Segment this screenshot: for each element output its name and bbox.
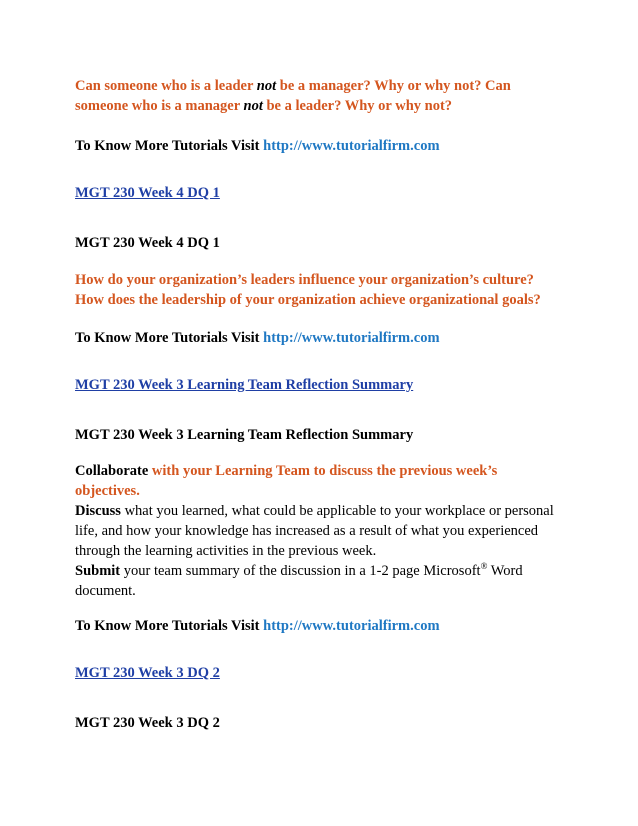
tutorial-url-link[interactable]: http://www.tutorialfirm.com bbox=[263, 138, 440, 154]
collaborate-rest: with your Learning Team to discuss the previous week’s bbox=[148, 463, 498, 479]
visit-label: To Know More Tutorials Visit bbox=[75, 330, 264, 346]
collaborate-instruction bbox=[75, 461, 575, 601]
link-week4-dq1[interactable]: MGT 230 Week 4 DQ 1 bbox=[75, 185, 220, 201]
question-line2-part2: be a leader? Why or why not? bbox=[262, 98, 453, 114]
submit-line1-end: Word bbox=[487, 563, 523, 579]
question-line1-emphasis: not bbox=[256, 78, 277, 94]
heading-week3-reflection: MGT 230 Week 3 Learning Team Reflection Summary bbox=[75, 427, 414, 443]
discuss-line3: through the learning activities in the previous week. bbox=[75, 543, 377, 559]
visit-line-3 bbox=[75, 616, 575, 636]
question-line2-part1: someone who is a manager bbox=[75, 98, 244, 114]
visit-label: To Know More Tutorials Visit bbox=[75, 618, 264, 634]
week4-question1: How do your organization’s leaders influence your organization’s culture? bbox=[75, 272, 534, 288]
question-line1-part2: be a manager? Why or why not? Can bbox=[276, 78, 511, 94]
discuss-word: Discuss bbox=[75, 503, 121, 519]
submit-line1: your team summary of the discussion in a 1-2 page Microsoft bbox=[120, 563, 481, 579]
registered-mark: ® bbox=[480, 561, 488, 572]
link-week3-reflection[interactable]: MGT 230 Week 3 Learning Team Reflection Summary bbox=[75, 377, 414, 393]
visit-label: To Know More Tutorials Visit bbox=[75, 138, 264, 154]
tutorial-url-link[interactable]: http://www.tutorialfirm.com bbox=[263, 330, 440, 346]
tutorial-url-link[interactable]: http://www.tutorialfirm.com bbox=[263, 618, 440, 634]
visit-line-2 bbox=[75, 328, 575, 348]
question-text bbox=[75, 76, 575, 116]
submit-line2: document. bbox=[75, 583, 136, 599]
collaborate-line2: objectives. bbox=[75, 483, 140, 499]
collaborate-word: Collaborate bbox=[75, 463, 149, 479]
discuss-line1: what you learned, what could be applicable to your workplace or personal bbox=[120, 503, 554, 519]
question-line1-part1: Can someone who is a leader bbox=[75, 78, 257, 94]
submit-word: Submit bbox=[75, 563, 121, 579]
heading-week3-dq2: MGT 230 Week 3 DQ 2 bbox=[75, 715, 220, 731]
visit-line-1 bbox=[75, 136, 575, 156]
heading-week4-dq1: MGT 230 Week 4 DQ 1 bbox=[75, 235, 220, 251]
question-line2-emphasis: not bbox=[243, 98, 263, 114]
discuss-line2: life, and how your knowledge has increased as a result of what you experienced bbox=[75, 523, 539, 539]
week4-question2: How does the leadership of your organization achieve organizational goals? bbox=[75, 292, 541, 308]
week4-dq1-questions bbox=[75, 270, 595, 310]
link-week3-dq2[interactable]: MGT 230 Week 3 DQ 2 bbox=[75, 665, 220, 681]
